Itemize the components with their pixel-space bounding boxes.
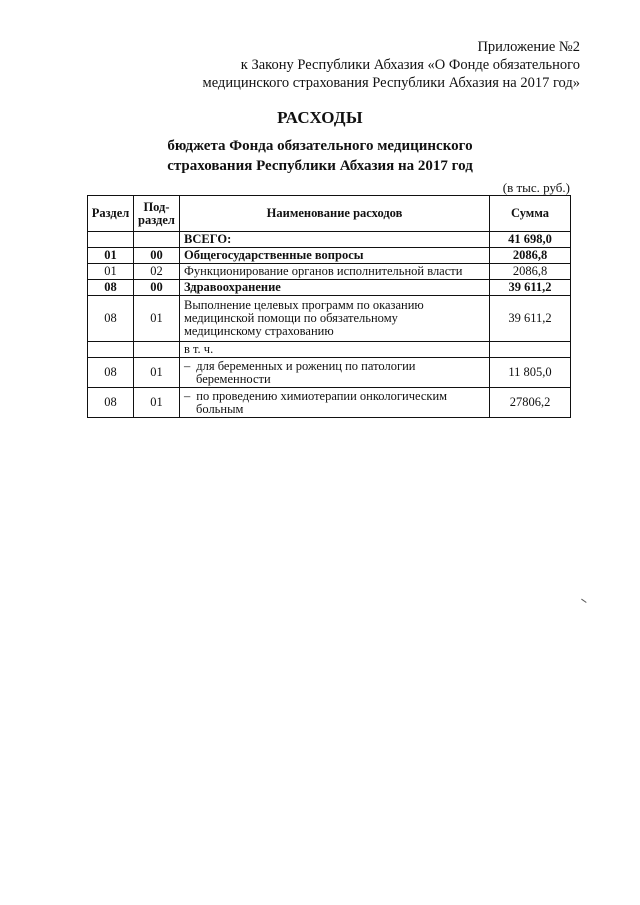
cell-sum: 27806,2 [490, 388, 571, 418]
cell-sum: 41 698,0 [490, 232, 571, 248]
cell-razdel [88, 342, 134, 358]
cell-razdel: 01 [88, 248, 134, 264]
column-header-razdel: Раздел [88, 196, 134, 232]
cell-name-line-2: беременности [196, 371, 271, 386]
cell-podrazdel: 00 [134, 280, 180, 296]
cell-sum: 2086,8 [490, 248, 571, 264]
table-row [88, 358, 571, 388]
table-row [88, 264, 571, 280]
cell-razdel: 08 [88, 296, 134, 342]
document-subtitle [0, 136, 640, 176]
table-row-including [88, 342, 571, 358]
cell-sum: 39 611,2 [490, 296, 571, 342]
cell-podrazdel: 01 [134, 358, 180, 388]
table-row [88, 248, 571, 264]
cell-name: Функционирование органов исполнительной власти [180, 264, 490, 280]
table-header-row [88, 196, 571, 232]
cell-name-line-1 [184, 390, 485, 403]
expenses-table [87, 195, 571, 418]
dash-mark: – [184, 388, 191, 403]
scan-speck [579, 599, 586, 606]
table-row-total [88, 232, 571, 248]
cell-name-text: по проведению химиотерапии онкологическим [196, 388, 448, 403]
cell-razdel: 08 [88, 280, 134, 296]
cell-name-line-3: медицинскому страхованию [184, 324, 334, 338]
cell-sum: 2086,8 [490, 264, 571, 280]
column-header-name: Наименование расходов [180, 196, 490, 232]
cell-name: Здравоохранение [180, 280, 490, 296]
podrazdel-header-line-2: раздел [138, 212, 175, 227]
cell-name-line-2: больным [196, 401, 244, 416]
cell-name: ВСЕГО: [180, 232, 490, 248]
table-row [88, 296, 571, 342]
cell-sum: 39 611,2 [490, 280, 571, 296]
cell-name-line-1: Выполнение целевых программ по оказанию [184, 298, 424, 312]
cell-podrazdel [134, 342, 180, 358]
table-row [88, 280, 571, 296]
dash-mark: – [184, 358, 191, 373]
cell-razdel: 08 [88, 358, 134, 388]
cell-podrazdel: 01 [134, 388, 180, 418]
table-row [88, 388, 571, 418]
units-note: (в тыс. руб.) [502, 180, 570, 195]
appendix-law-line-1: к Закону Республики Абхазия «О Фонде обязательного [240, 57, 580, 73]
appendix-header [203, 38, 580, 92]
subtitle-line-1: бюджета Фонда обязательного медицинского [167, 138, 473, 154]
column-header-sum: Сумма [490, 196, 571, 232]
column-header-podrazdel [134, 196, 180, 232]
cell-name [180, 296, 490, 342]
cell-podrazdel [134, 232, 180, 248]
cell-name-text: для беременных и рожениц по патологии [196, 358, 416, 373]
cell-razdel [88, 232, 134, 248]
cell-podrazdel: 02 [134, 264, 180, 280]
cell-podrazdel: 01 [134, 296, 180, 342]
subtitle-line-2: страхования Республики Абхазия на 2017 год [167, 158, 473, 174]
cell-razdel: 08 [88, 388, 134, 418]
document-title: РАСХОДЫ [277, 108, 363, 127]
cell-podrazdel: 00 [134, 248, 180, 264]
cell-sum [490, 342, 571, 358]
cell-razdel: 01 [88, 264, 134, 280]
podrazdel-header-line-1: Под- [143, 199, 170, 214]
cell-name [180, 358, 490, 388]
appendix-law-line-2: медицинского страхования Республики Абхазия на 2017 год» [202, 75, 580, 91]
cell-name-line-2: медицинской помощи по обязательному [184, 311, 398, 325]
cell-sum: 11 805,0 [490, 358, 571, 388]
appendix-number: Приложение №2 [477, 39, 580, 55]
cell-name: в т. ч. [180, 342, 490, 358]
cell-name [180, 388, 490, 418]
cell-name: Общегосударственные вопросы [180, 248, 490, 264]
cell-name-line-1 [184, 360, 485, 373]
